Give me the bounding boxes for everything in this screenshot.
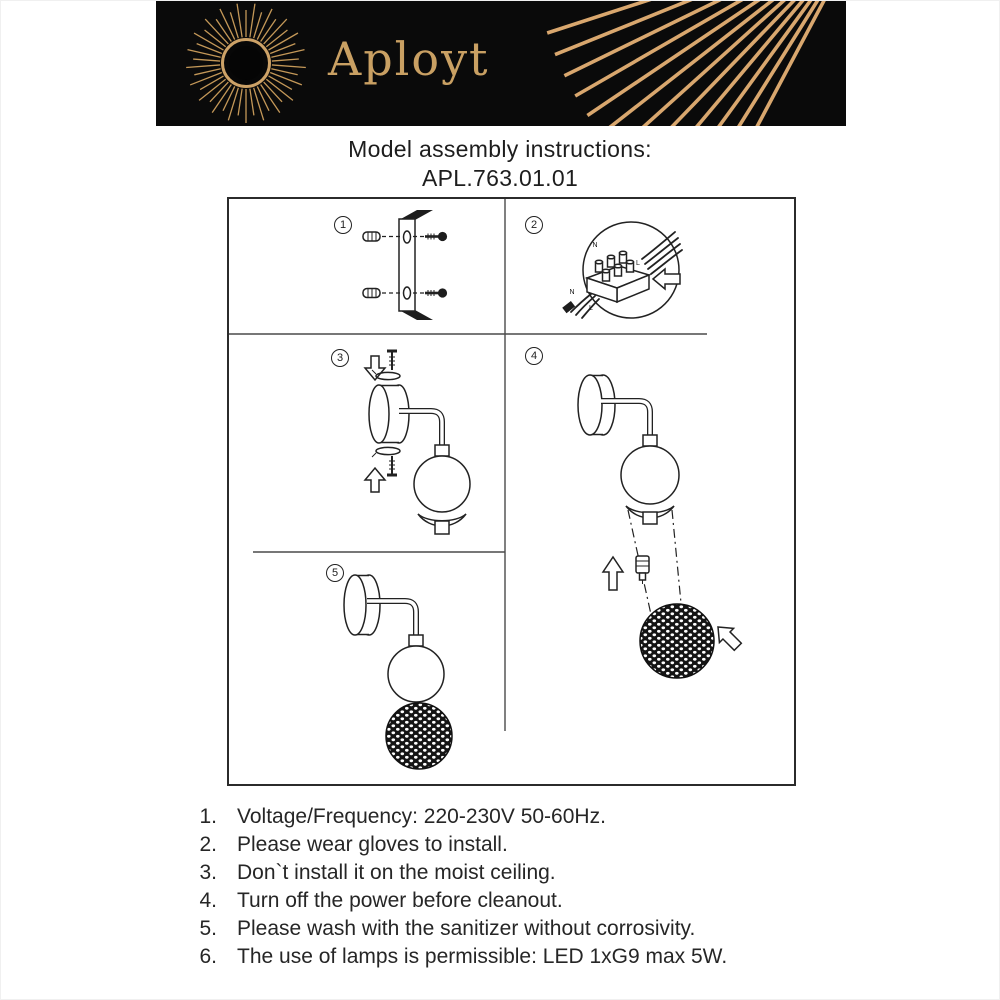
step2-wiring-illustration	[562, 222, 682, 318]
wall-plate	[578, 375, 615, 435]
wire-label-n: N	[592, 242, 598, 249]
step-badge-4: 4	[525, 347, 543, 365]
list-item	[191, 915, 911, 943]
item-number: 6.	[199, 945, 217, 968]
fixing-screw-bottom	[387, 456, 397, 475]
fixture-wires	[562, 294, 599, 318]
wire-label-n: N	[569, 289, 575, 296]
page-title: Model assembly instructions:	[348, 136, 652, 162]
fixing-screw-top	[387, 351, 397, 370]
crystal-shade	[640, 604, 714, 678]
step4-bulb-shade-illustration	[578, 375, 745, 678]
item-text: The use of lamps is permissible: LED 1xG9 max 5W.	[237, 945, 728, 968]
step-badge-2: 2	[525, 216, 543, 234]
item-text: Please wear gloves to install.	[237, 833, 508, 856]
mounting-screw	[413, 232, 447, 241]
wire-label-l: L	[589, 305, 593, 312]
item-text: Voltage/Frequency: 220-230V 50-60Hz.	[237, 805, 606, 828]
arm-collar	[643, 435, 657, 446]
glass-globe	[414, 456, 470, 512]
washer-ring	[376, 372, 400, 379]
item-number: 1.	[199, 805, 217, 828]
list-item	[191, 831, 911, 859]
brand-banner	[156, 1, 846, 126]
washer-ring	[376, 447, 400, 454]
wall-anchor	[363, 232, 400, 241]
diagonal-arrow-icon	[711, 620, 745, 654]
step-badge-1: 1	[334, 216, 352, 234]
assembly-drawings	[229, 199, 794, 784]
wire-label-l: L	[636, 260, 640, 267]
step3-fix-base-illustration	[365, 351, 470, 534]
assembly-diagram	[227, 197, 796, 786]
step1-bracket-illustration	[363, 210, 447, 320]
item-number: 2.	[199, 833, 217, 856]
wall-plate	[344, 575, 380, 635]
logo-center	[229, 46, 263, 80]
model-code: APL.763.01.01	[421, 165, 579, 191]
up-arrow-icon	[603, 557, 623, 590]
item-number: 3.	[199, 861, 217, 884]
wall-anchor	[363, 289, 400, 298]
crystal-shade	[386, 703, 452, 769]
up-arrow-icon	[365, 468, 385, 492]
item-text: Please wash with the sanitizer without corrosivity.	[237, 917, 696, 940]
title-block	[1, 135, 999, 193]
instruction-list	[191, 803, 911, 971]
g9-bulb	[636, 556, 649, 584]
glass-globe	[621, 446, 679, 504]
list-item	[191, 803, 911, 831]
down-arrow-icon	[365, 356, 385, 380]
socket-stub	[435, 521, 449, 534]
list-item	[191, 887, 911, 915]
brand-wordmark: Aployt	[328, 32, 490, 86]
socket-stub	[643, 512, 657, 524]
glass-globe	[388, 646, 444, 702]
item-text: Don`t install it on the moist ceiling.	[237, 861, 556, 884]
list-item	[191, 859, 911, 887]
arm-collar	[435, 445, 449, 456]
arm-collar	[409, 635, 423, 646]
step-badge-5: 5	[326, 564, 344, 582]
list-item	[191, 943, 911, 971]
item-number: 5.	[199, 917, 217, 940]
step-badge-3: 3	[331, 349, 349, 367]
item-number: 4.	[199, 889, 217, 912]
logo-sunburst-icon	[186, 4, 306, 123]
mounting-screw	[413, 288, 447, 297]
step5-assembled-illustration	[344, 575, 452, 769]
item-text: Turn off the power before cleanout.	[237, 889, 563, 912]
shade-holder	[418, 514, 466, 521]
